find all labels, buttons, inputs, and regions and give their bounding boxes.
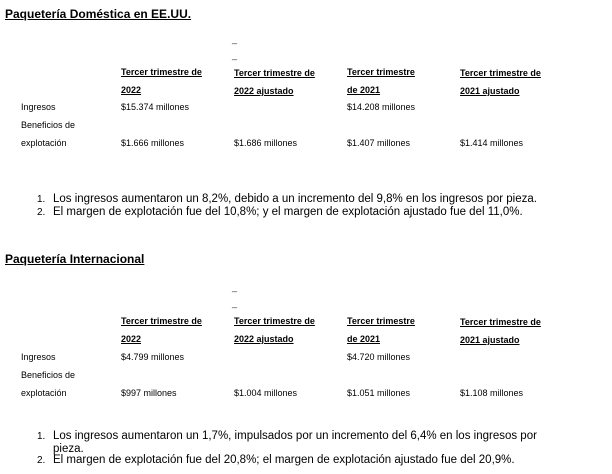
row-label-operating-income: Beneficios de [21, 370, 76, 380]
table-cell-operating-income: $1.051 millones [347, 388, 411, 398]
row-label-revenue: Ingresos [21, 352, 56, 362]
dash-mark: _ [232, 34, 238, 44]
note-text: Los ingresos aumentaron un 1,7%, impulsados por un incremento del 6,4% en los ingresos por pieza. [53, 430, 537, 455]
list-item [37, 206, 577, 219]
header-line: 2021 ajustado [460, 335, 520, 345]
list-number: 1. [37, 431, 46, 442]
header-line: Tercer trimestre de [460, 68, 541, 78]
table-cell-operating-income: $1.666 millones [121, 138, 185, 148]
row-label-operating-income: explotación [21, 138, 67, 148]
column-header-q3-2021-adjusted [460, 64, 568, 100]
list-item [37, 454, 567, 467]
list-number: 1. [37, 194, 46, 205]
note-text: El margen de explotación fue del 20,8%; el margen de explotación ajustado fue del 20,9%. [53, 454, 515, 466]
header-line: 2022 ajustado [234, 86, 294, 96]
column-header-q3-2022 [121, 312, 229, 348]
list-number: 2. [37, 455, 46, 466]
dash-mark: _ [232, 282, 238, 292]
column-header-q3-2022-adjusted [234, 64, 342, 100]
table-cell-revenue: $4.799 millones [121, 352, 185, 362]
section-title-domestic: Paquetería Doméstica en EE.UU. [5, 7, 192, 21]
header-line: 2021 ajustado [460, 86, 520, 96]
table-cell-operating-income: $1.108 millones [460, 388, 524, 398]
list-item [37, 430, 567, 456]
header-line: 2022 [121, 85, 142, 95]
table-cell-operating-income: $1.414 millones [460, 138, 524, 148]
row-label-operating-income: explotación [21, 388, 67, 398]
column-header-q3-2021-adjusted [460, 313, 568, 349]
column-header-q3-2022 [121, 63, 229, 99]
dash-mark: _ [232, 50, 238, 60]
header-line: Tercer trimestre [347, 316, 415, 326]
header-line: Tercer trimestre de [121, 316, 202, 326]
dash-mark: _ [232, 298, 238, 308]
row-label-revenue: Ingresos [21, 102, 56, 112]
row-label-operating-income: Beneficios de [21, 120, 76, 130]
header-line: Tercer trimestre de [234, 316, 315, 326]
table-cell-revenue: $4.720 millones [347, 352, 411, 362]
list-item [37, 193, 577, 206]
header-line: de 2021 [347, 85, 381, 95]
note-text: Los ingresos aumentaron un 8,2%, debido a un incremento del 9,8% en los ingresos por pieza. [53, 193, 537, 205]
header-line: Tercer trimestre de [121, 67, 202, 77]
column-header-q3-2021 [347, 63, 455, 99]
header-line: de 2021 [347, 334, 381, 344]
list-number: 2. [37, 207, 46, 218]
column-header-q3-2021 [347, 312, 455, 348]
header-line: Tercer trimestre de [460, 317, 541, 327]
table-cell-operating-income: $1.407 millones [347, 138, 411, 148]
table-cell-revenue: $15.374 millones [121, 102, 190, 112]
header-line: Tercer trimestre [347, 67, 415, 77]
column-header-q3-2022-adjusted [234, 312, 342, 348]
notes-list [37, 193, 577, 219]
table-cell-revenue: $14.208 millones [347, 102, 416, 112]
section-title-international: Paquetería Internacional [5, 252, 145, 266]
header-line: 2022 [121, 334, 142, 344]
table-cell-operating-income: $1.004 millones [234, 388, 298, 398]
table-cell-operating-income: $997 millones [121, 388, 177, 398]
header-line: Tercer trimestre de [234, 68, 315, 78]
note-text: El margen de explotación fue del 10,8%; y el margen de explotación ajustado fue del 11,0%. [53, 206, 523, 218]
header-line: 2022 ajustado [234, 334, 294, 344]
notes-list [37, 430, 567, 467]
table-cell-operating-income: $1.686 millones [234, 138, 298, 148]
